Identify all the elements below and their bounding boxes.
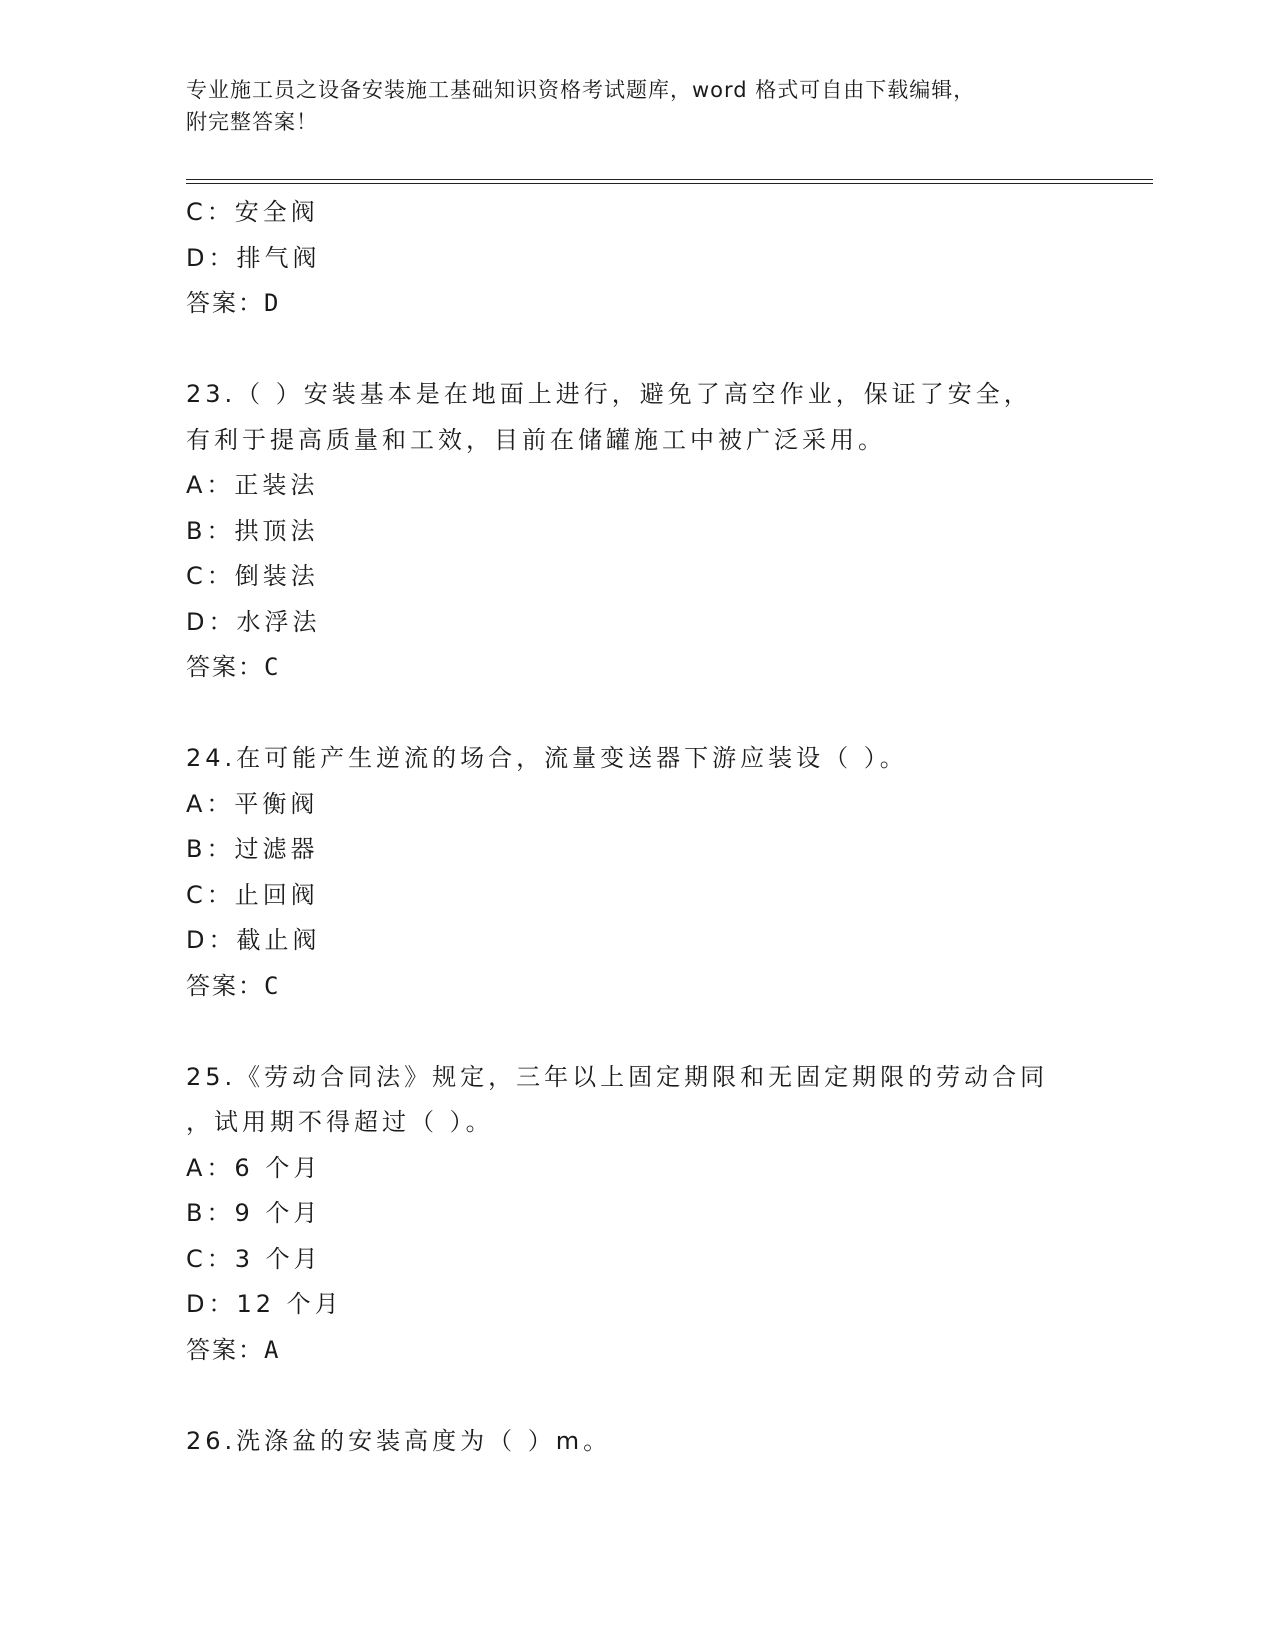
answer-line: 答案：C [186, 971, 281, 1000]
option-c: C：3 个月 [186, 1244, 322, 1273]
question-stem-line-1: 25.《劳动合同法》规定，三年以上固定期限和无固定期限的劳动合同 [186, 1062, 1049, 1091]
answer-value: C [264, 653, 281, 681]
spacer [186, 1373, 1086, 1419]
option-d: D：12 个月 [186, 1290, 343, 1318]
option-d: D：水浮法 [186, 607, 321, 636]
option-c: C：倒装法 [186, 562, 319, 590]
header-divider-top [186, 179, 1153, 180]
option-a: A：平衡阀 [186, 789, 319, 818]
spacer [186, 327, 1086, 373]
question-stem-line-2: 有利于提高质量和工效，目前在储罐施工中被广泛采用。 [186, 425, 886, 454]
answer-value: C [264, 971, 281, 1000]
option-c: C：止回阀 [186, 880, 319, 909]
answer-line: 答案：C [186, 653, 281, 681]
header-title-line-1: 专业施工员之设备安装施工基础知识资格考试题库，word 格式可自由下载编辑， [186, 78, 976, 102]
option-b: B：9 个月 [186, 1199, 322, 1227]
question-stem-line-1: 26.洗涤盆的安装高度为（ ）m。 [186, 1426, 612, 1455]
option-b: B：拱顶法 [186, 516, 319, 545]
question-stem-line-1: 24.在可能产生逆流的场合，流量变送器下游应装设（ ）。 [186, 744, 908, 772]
question-23 [186, 372, 1086, 691]
answer-value: A [264, 1335, 281, 1364]
question-stem-line-2: ，试用期不得超过（ ）。 [186, 1108, 494, 1136]
option-c: C：安全阀 [186, 198, 319, 226]
option-b: B：过滤器 [186, 835, 319, 863]
option-d: D：截止阀 [186, 926, 321, 954]
header-divider-bottom [186, 183, 1153, 184]
question-24 [186, 736, 1086, 1009]
question-25 [186, 1055, 1086, 1374]
answer-line: 答案：D [186, 289, 281, 317]
document-header [186, 74, 1066, 138]
option-a: A：6 个月 [186, 1153, 322, 1182]
answer-value: D [264, 289, 281, 317]
answer-line: 答案：A [186, 1335, 281, 1364]
header-title-line-2: 附完整答案！ [186, 110, 318, 134]
option-d: D：排气阀 [186, 243, 321, 272]
prev-question-block [186, 190, 1086, 327]
spacer [186, 691, 1086, 737]
question-list [186, 190, 1086, 1464]
option-a: A：正装法 [186, 471, 319, 499]
spacer [186, 1009, 1086, 1055]
question-stem-line-1: 23.（ ）安装基本是在地面上进行，避免了高空作业，保证了安全， [186, 380, 1032, 408]
question-26 [186, 1419, 1086, 1465]
